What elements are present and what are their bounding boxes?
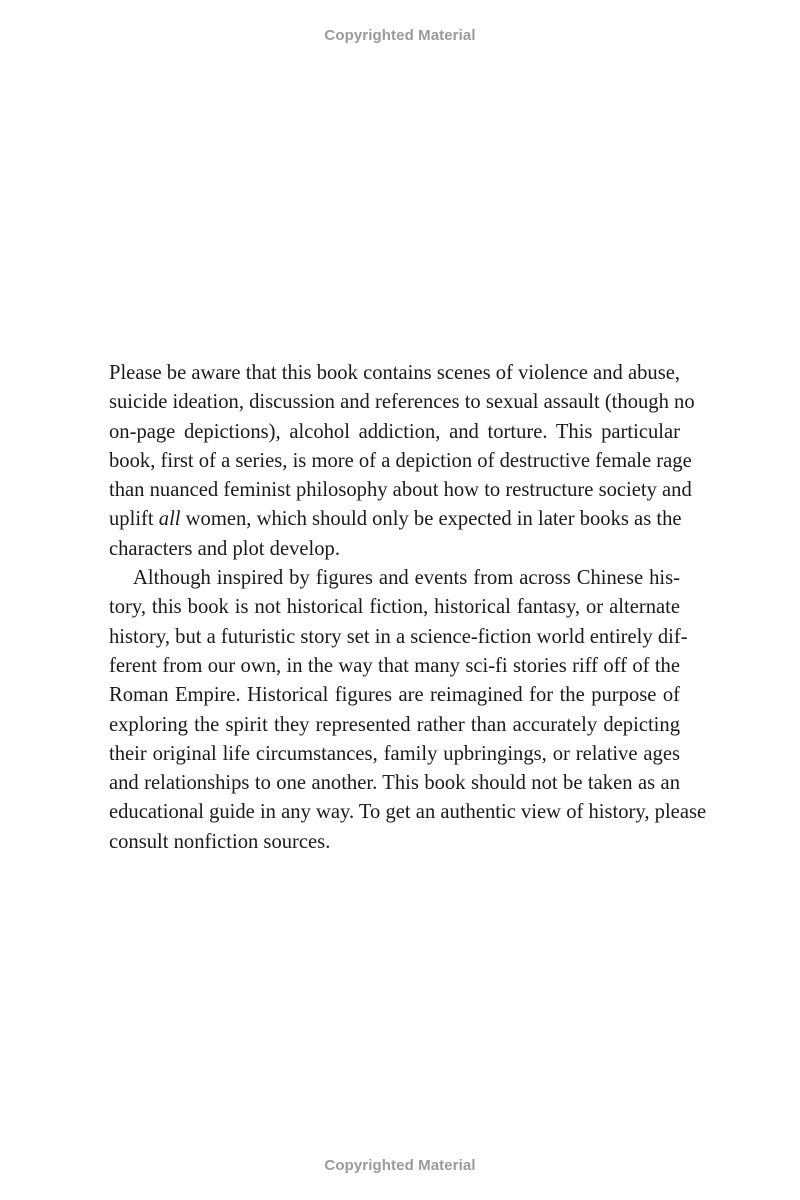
text-line: exploring the spirit they represented rather than accurately depicting bbox=[109, 713, 680, 736]
text-line: history, but a futuristic story set in a science-fiction world entirely dif- bbox=[109, 625, 688, 648]
emphasis-all: all bbox=[158, 508, 181, 531]
text-line: characters and plot develop. bbox=[109, 537, 341, 560]
copyright-watermark-top: Copyrighted Material bbox=[324, 27, 476, 44]
text-line: and relationships to one another. This book should not be taken as an bbox=[109, 772, 680, 795]
text-line: on-page depictions), alcohol addiction, and torture. This particular bbox=[109, 420, 680, 443]
text-fragment: uplift bbox=[109, 508, 159, 531]
text-line: book, first of a series, is more of a depiction of destructive female rage bbox=[109, 449, 692, 472]
disclaimer-text bbox=[109, 359, 707, 857]
text-line: suicide ideation, discussion and references to sexual assault (though no bbox=[109, 391, 695, 414]
text-line: Please be aware that this book contains scenes of violence and abuse, bbox=[109, 362, 680, 384]
text-line: consult nonfiction sources. bbox=[109, 830, 331, 853]
copyright-watermark-bottom: Copyrighted Material bbox=[324, 1157, 476, 1174]
text-line: than nuanced feminist philosophy about how to restructure society and bbox=[109, 479, 692, 502]
text-line: their original life circumstances, family upbringings, or relative ages bbox=[109, 742, 680, 765]
text-line: Roman Empire. Historical figures are reimagined for the purpose of bbox=[109, 684, 680, 707]
text-line: tory, this book is not historical fiction, historical fantasy, or alternate bbox=[109, 596, 680, 619]
paragraph-2 bbox=[109, 564, 707, 857]
text-line bbox=[109, 505, 680, 534]
text-fragment: women, which should only be expected in later books as the bbox=[180, 508, 682, 531]
text-line: ferent from our own, in the way that many sci-fi stories riff off of the bbox=[109, 654, 680, 677]
text-line: educational guide in any way. To get an authentic view of history, please bbox=[109, 801, 707, 824]
text-line: Although inspired by figures and events from across Chinese his- bbox=[133, 567, 680, 590]
paragraph-1 bbox=[109, 359, 695, 564]
